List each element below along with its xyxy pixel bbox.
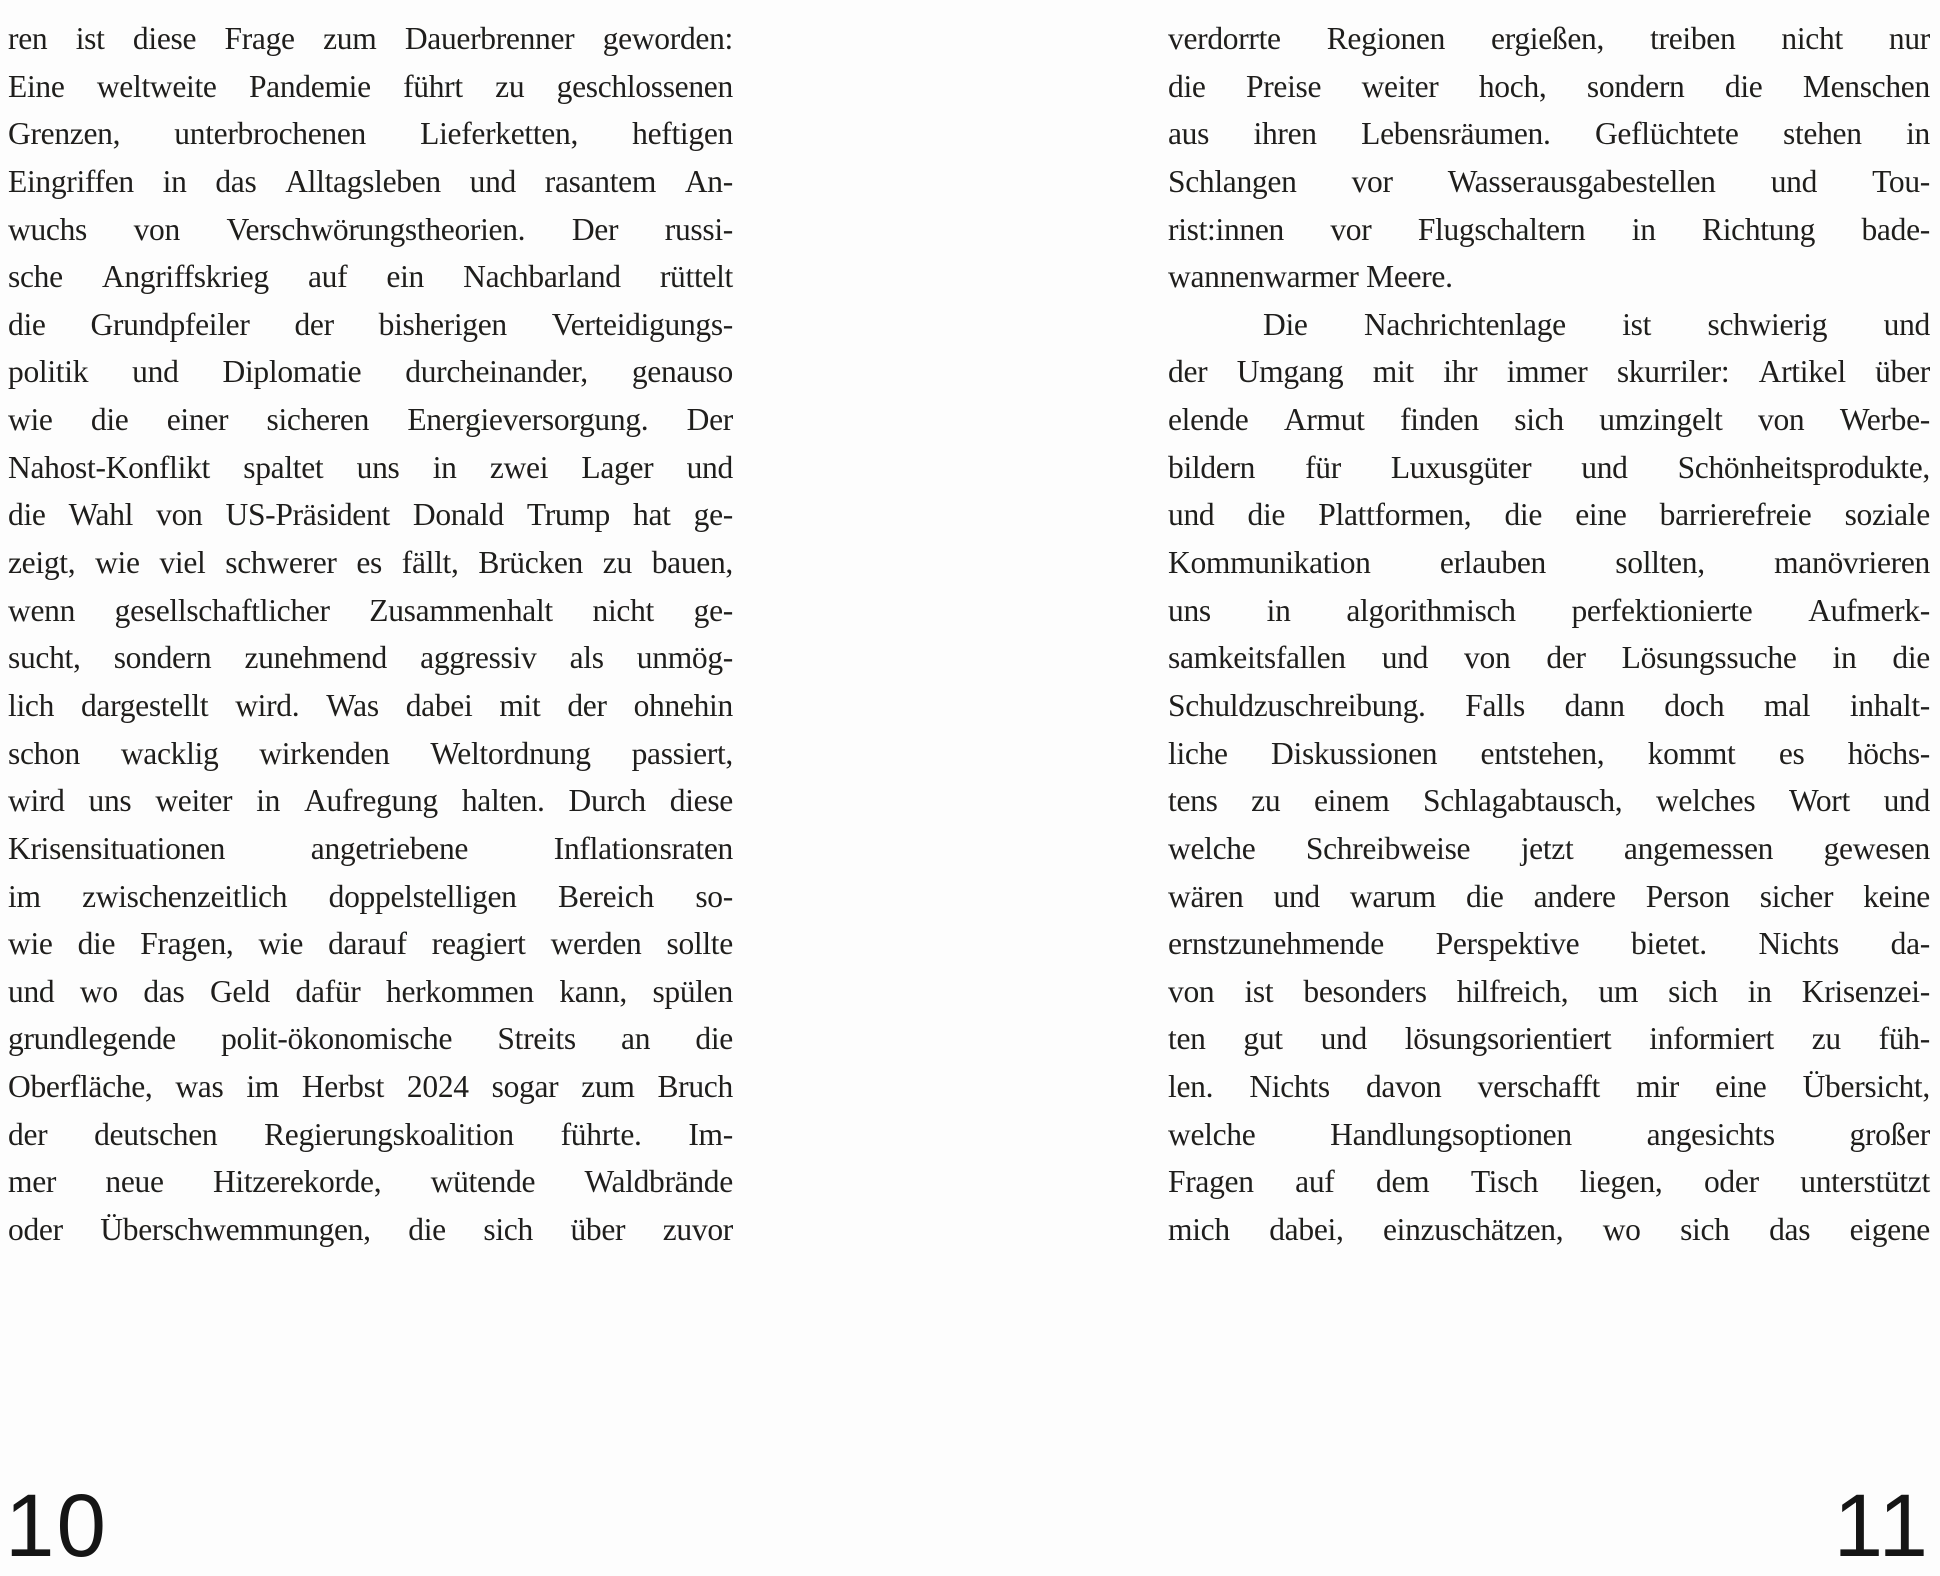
text-line: die Wahl von US-Präsident Donald Trump hat ge- bbox=[8, 497, 733, 533]
text-line: Eingriffen in das Alltagsleben und rasantem An- bbox=[8, 163, 733, 199]
text-line: die Preise weiter hoch, sondern die Menschen bbox=[1168, 68, 1930, 104]
text-line: uns in algorithmisch perfektionierte Aufmerk- bbox=[1168, 592, 1930, 628]
text-line: wären und warum die andere Person sicher keine bbox=[1168, 878, 1930, 914]
text-line: liche Diskussionen entstehen, kommt es höchs- bbox=[1168, 735, 1930, 771]
text-line: tens zu einem Schlagabtausch, welches Wort und bbox=[1168, 783, 1930, 819]
text-line: und wo das Geld dafür herkommen kann, spülen bbox=[8, 973, 733, 1009]
text-line: samkeitsfallen und von der Lösungssuche in die bbox=[1168, 640, 1930, 676]
text-line: Grenzen, unterbrochenen Lieferketten, heftigen bbox=[8, 116, 733, 152]
text-line: Schuldzuschreibung. Falls dann doch mal inhalt- bbox=[1168, 687, 1930, 723]
text-line: Kommunikation erlauben sollten, manövrieren bbox=[1168, 545, 1930, 581]
text-line: Nahost-Konflikt spaltet uns in zwei Lager und bbox=[8, 449, 733, 485]
text-line: wird uns weiter in Aufregung halten. Durch diese bbox=[8, 783, 733, 819]
text-line: Krisensituationen angetriebene Inflationsraten bbox=[8, 830, 733, 866]
text-line: wuchs von Verschwörungstheorien. Der russi- bbox=[8, 211, 733, 247]
text-column-right bbox=[1168, 15, 1930, 1254]
text-line: mer neue Hitzerekorde, wütende Waldbrände bbox=[8, 1164, 733, 1200]
text-line: welche Handlungsoptionen angesichts großer bbox=[1168, 1116, 1930, 1152]
text-line: rist:innen vor Flugschaltern in Richtung bade- bbox=[1168, 211, 1930, 247]
text-line: elende Armut finden sich umzingelt von Werbe- bbox=[1168, 402, 1930, 438]
text-line: politik und Diplomatie durcheinander, genauso bbox=[8, 354, 733, 390]
text-line: len. Nichts davon verschafft mir eine Übersicht, bbox=[1168, 1069, 1930, 1105]
text-line: sche Angriffskrieg auf ein Nachbarland rüttelt bbox=[8, 259, 733, 295]
text-line: Schlangen vor Wasserausgabestellen und Tou- bbox=[1168, 163, 1930, 199]
text-line: im zwischenzeitlich doppelstelligen Bereich so- bbox=[8, 878, 733, 914]
text-line: bildern für Luxusgüter und Schönheitsprodukte, bbox=[1168, 449, 1930, 485]
text-line: ten gut und lösungsorientiert informiert zu füh- bbox=[1168, 1021, 1930, 1057]
text-line: Die Nachrichtenlage ist schwierig und bbox=[1263, 306, 1930, 342]
text-line: lich dargestellt wird. Was dabei mit der ohnehin bbox=[8, 687, 733, 723]
page-number-left: 10 bbox=[5, 1475, 108, 1575]
text-line: ernstzunehmende Perspektive bietet. Nichts da- bbox=[1168, 926, 1930, 962]
text-line: welche Schreibweise jetzt angemessen gewesen bbox=[1168, 830, 1930, 866]
text-line: wenn gesellschaftlicher Zusammenhalt nicht ge- bbox=[8, 592, 733, 628]
text-line: und die Plattformen, die eine barrierefreie soziale bbox=[1168, 497, 1930, 533]
text-column-left bbox=[8, 15, 733, 1254]
text-line: sucht, sondern zunehmend aggressiv als unmög- bbox=[8, 640, 733, 676]
text-line: oder Überschwemmungen, die sich über zuvor bbox=[8, 1212, 733, 1248]
text-line: schon wacklig wirkenden Weltordnung passiert, bbox=[8, 735, 733, 771]
text-line: der deutschen Regierungskoalition führte. Im- bbox=[8, 1116, 733, 1152]
text-line: Eine weltweite Pandemie führt zu geschlossenen bbox=[8, 68, 733, 104]
text-line: verdorrte Regionen ergießen, treiben nicht nur bbox=[1168, 21, 1930, 56]
text-line: wie die Fragen, wie darauf reagiert werden sollte bbox=[8, 926, 733, 962]
text-line: mich dabei, einzuschätzen, wo sich das eigene bbox=[1168, 1212, 1930, 1248]
text-line: zeigt, wie viel schwerer es fällt, Brücken zu bauen, bbox=[8, 545, 733, 581]
text-line: von ist besonders hilfreich, um sich in Krisenzei- bbox=[1168, 973, 1930, 1009]
text-line: Oberfläche, was im Herbst 2024 sogar zum Bruch bbox=[8, 1069, 733, 1105]
text-line: aus ihren Lebensräumen. Geflüchtete stehen in bbox=[1168, 116, 1930, 152]
text-line: wie die einer sicheren Energieversorgung. Der bbox=[8, 402, 733, 438]
text-line: der Umgang mit ihr immer skurriler: Artikel über bbox=[1168, 354, 1930, 390]
text-line: wannenwarmer Meere. bbox=[1168, 259, 1453, 295]
text-line: grundlegende polit-ökonomische Streits an die bbox=[8, 1021, 733, 1057]
text-line: ren ist diese Frage zum Dauerbrenner geworden: bbox=[8, 21, 733, 56]
page-number-right: 11 bbox=[1833, 1475, 1930, 1575]
text-line: Fragen auf dem Tisch liegen, oder unterstützt bbox=[1168, 1164, 1930, 1200]
text-line: die Grundpfeiler der bisherigen Verteidigungs- bbox=[8, 306, 733, 342]
